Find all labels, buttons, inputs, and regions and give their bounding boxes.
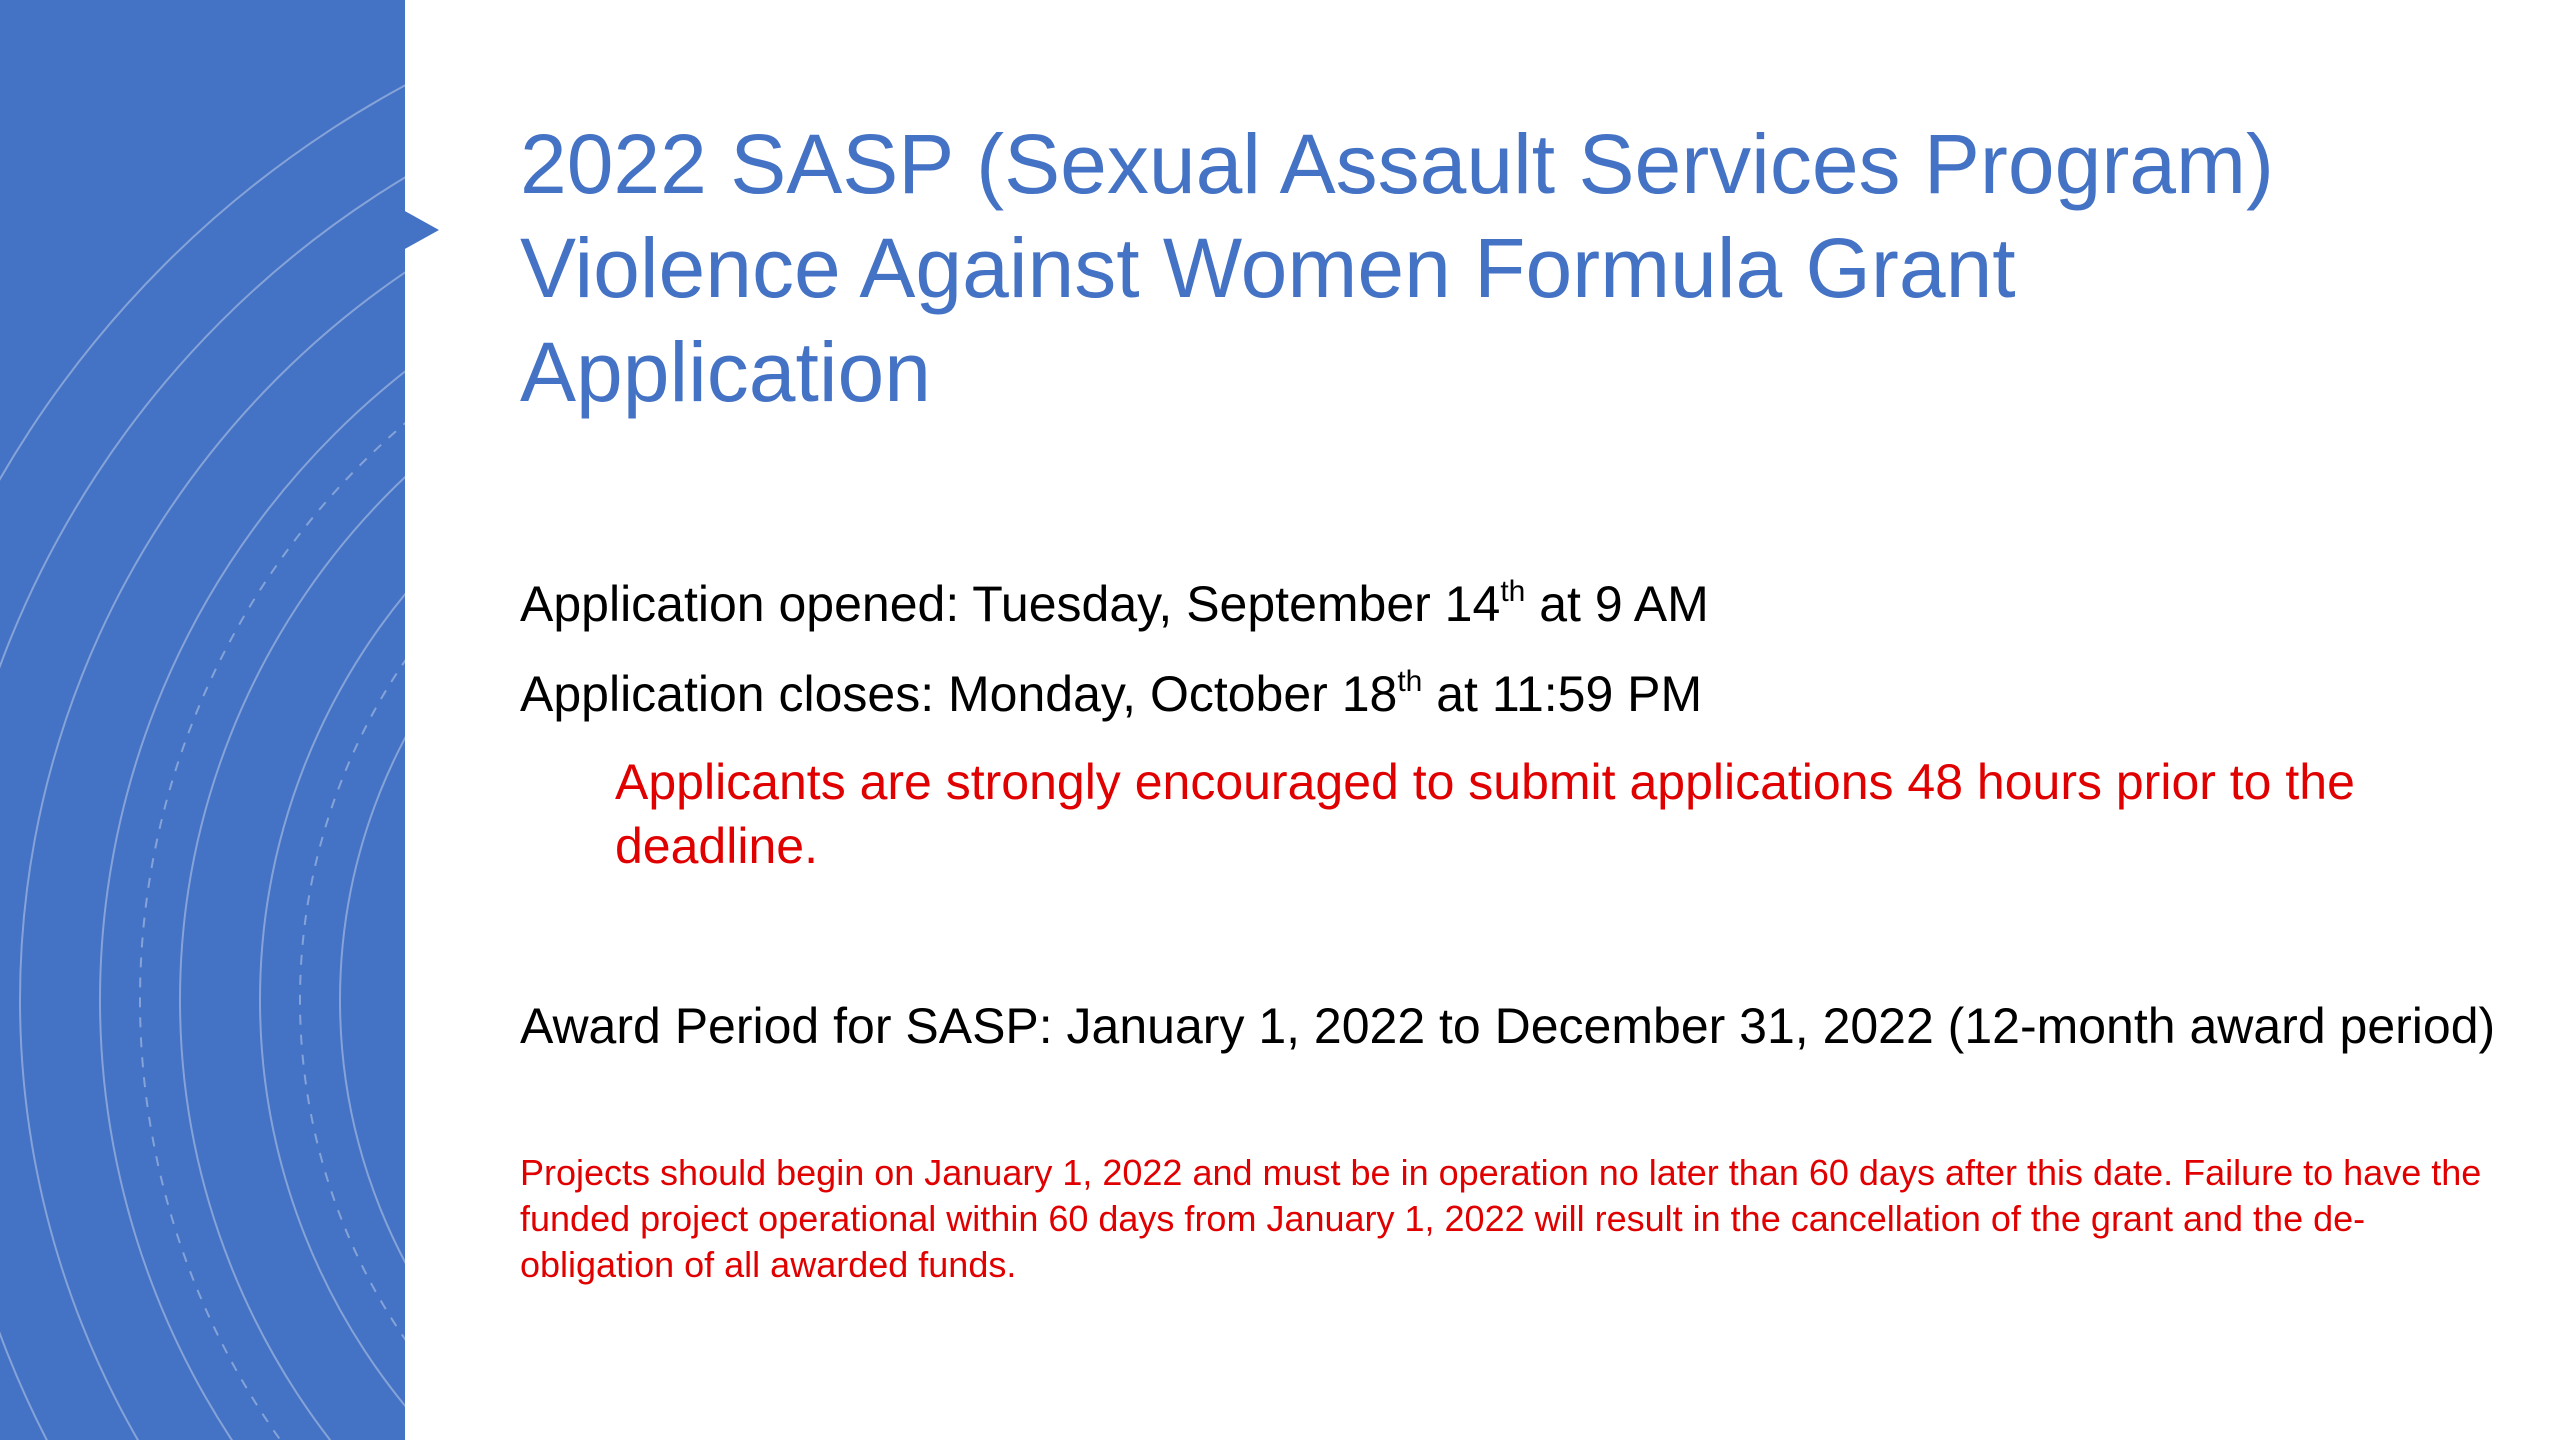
opened-ordinal-suffix: th [1500,575,1526,608]
slide-title [520,112,2420,424]
award-period: Award Period for SASP: January 1, 2022 to December 31, 2022 (12-month award period) [520,998,2496,1054]
opened-text: Application opened: Tuesday, September 14 [520,576,1501,632]
application-opened-line [520,572,1709,636]
title-line: 2022 SASP (Sexual Assault Services Program) [520,117,2274,211]
closes-text: Application closes: Monday, October 18 [520,666,1398,722]
closes-ordinal-suffix: th [1397,665,1423,698]
project-start-requirement: Projects should begin on January 1, 2022 and must be in operation no later than 60 days after this date. Failure to have the funded project operational within 60 days from January 1, 2022 will result in the cancellation of the grant and the de-obligation of all awarded funds. [520,1152,2482,1285]
application-closes-line [520,662,1702,726]
closes-time: at 11:59 PM [1422,666,1703,722]
opened-time: at 9 AM [1525,576,1709,632]
early-submission-note: Applicants are strongly encouraged to submit applications 48 hours prior to the deadline. [615,754,2355,874]
title-line: Application [520,325,931,419]
title-line: Violence Against Women Formula Grant [520,221,2016,315]
side-panel-pointer [403,210,439,250]
decorative-arcs [0,0,405,1440]
decorative-side-panel [0,0,405,1440]
